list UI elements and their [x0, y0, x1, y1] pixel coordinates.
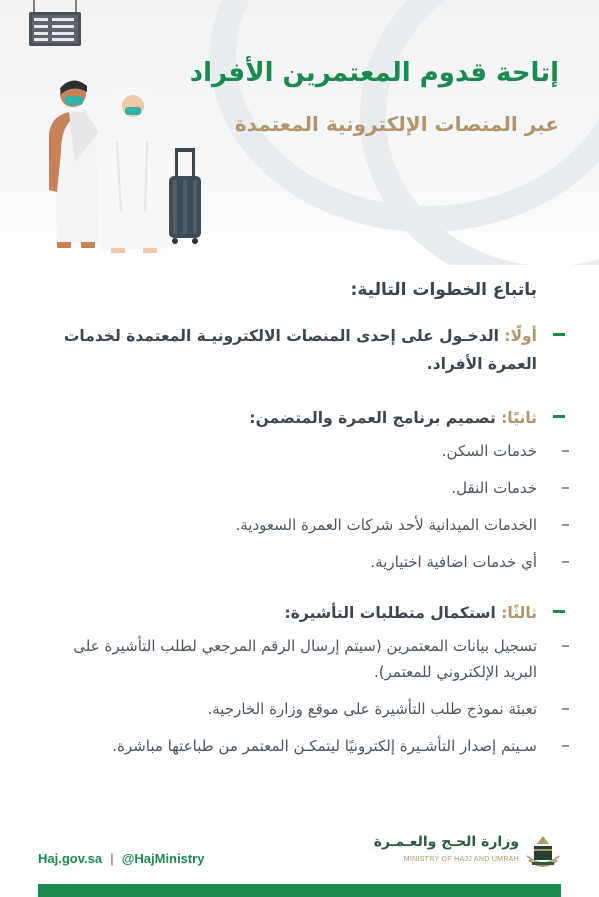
step-1	[57, 322, 537, 378]
pilgrims-illustration	[35, 72, 215, 262]
step-text: تصميم برنامج العمرة والمتضمن:	[249, 409, 496, 427]
pilgrim-woman	[101, 88, 169, 253]
bullet-dash-icon	[562, 708, 569, 710]
step-label: ثالثًا:	[501, 604, 537, 622]
departure-board-icon	[28, 0, 82, 48]
list-item: الخدمات الميدانية لأحد شركات العمرة السعودية.	[57, 512, 537, 538]
footer-links	[38, 851, 204, 866]
step-dash-icon	[553, 610, 565, 613]
bullet-dash-icon	[562, 450, 569, 452]
steps-intro: باتباع الخطوات التالية:	[350, 280, 537, 300]
step-dash-icon	[553, 333, 565, 336]
bullet-dash-icon	[562, 645, 569, 647]
suitcase-icon	[169, 148, 201, 244]
list-item: خدمات السكن.	[57, 438, 537, 464]
website-link[interactable]: Haj.gov.sa	[38, 851, 103, 866]
pilgrim-man	[47, 80, 99, 248]
list-item: تعبئة نموذج طلب التأشيرة على موقع وزارة الخارجية.	[57, 696, 537, 722]
list-item: خدمات النقل.	[57, 475, 537, 501]
bullet-dash-icon	[562, 487, 569, 489]
ministry-logo-block	[373, 834, 561, 874]
bullet-dash-icon	[562, 524, 569, 526]
step-text: الدخـول على إحدى المنصات الالكترونيـة المعتمدة لخدمات العمرة الأفراد.	[63, 327, 537, 373]
list-item: سـيتم إصدار التأشـيرة إلكترونيًا ليتمكـن المعتمر من طباعتها مباشرة.	[57, 733, 537, 759]
step-3-items	[57, 633, 537, 759]
footer-separator: |	[110, 851, 114, 866]
step-text: استكمال متطلبات التأشيرة:	[284, 604, 496, 622]
bullet-dash-icon	[562, 745, 569, 747]
step-label: ثانيًا:	[501, 409, 537, 427]
page-title: إتاحة قدوم المعتمرين الأفراد	[189, 58, 559, 88]
ministry-kaaba-logo	[525, 834, 561, 874]
step-2-items	[57, 438, 537, 575]
step-2	[57, 404, 537, 575]
bottom-bar	[38, 884, 561, 897]
page-subtitle: عبر المنصات الإلكترونية المعتمدة	[234, 112, 559, 136]
step-3	[57, 599, 537, 759]
step-dash-icon	[553, 415, 565, 418]
list-item: تسجيل بيانات المعتمرين (سيتم إرسال الرقم المرجعي لطلب التأشيرة على البريد الإلكتروني للمعتمر).	[57, 633, 537, 685]
steps-content	[57, 280, 537, 775]
bullet-dash-icon	[562, 561, 569, 563]
social-handle-link[interactable]: @HajMinistry	[121, 851, 205, 866]
step-label: أولًا:	[504, 327, 537, 345]
ministry-name-en: MINISTRY OF HAJJ AND UMRAH	[403, 856, 519, 863]
list-item: أي خدمات اضافية اختيارية.	[57, 549, 537, 575]
ministry-name-ar: وزارة الحـج والعـمـرة	[373, 834, 519, 850]
